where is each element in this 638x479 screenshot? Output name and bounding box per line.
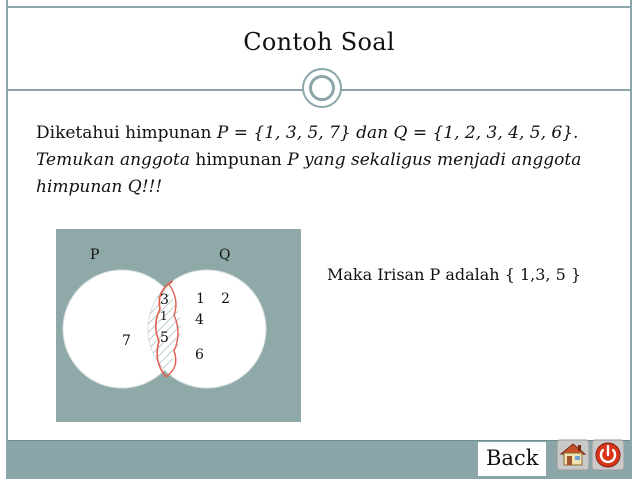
home-icon[interactable] [556, 437, 590, 471]
intersection-value: 3 [160, 292, 169, 308]
q-only-value: 2 [221, 291, 230, 307]
problem-question: P yang sekaligus menjadi anggota himpunan Q!!! [36, 150, 582, 197]
back-label[interactable]: Back [486, 446, 539, 470]
q-only-value: 6 [195, 347, 204, 363]
power-icon[interactable] [592, 437, 624, 471]
intersection-value: 1 [160, 309, 168, 323]
set-q-label: Q [219, 247, 231, 263]
problem-statement [36, 120, 626, 201]
frame-right-border [630, 0, 632, 479]
venn-diagram [56, 229, 301, 422]
q-only-value: 1 [196, 291, 205, 307]
frame-top-border [6, 6, 632, 8]
problem-text-4: himpunan [190, 150, 288, 170]
slide-title: Contoh Soal [243, 28, 395, 56]
problem-text-1: Diketahui himpunan [36, 123, 217, 143]
problem-sets: P = {1, 3, 5, 7} dan Q = {1, 2, 3, 4, 5, 6}. [216, 123, 579, 143]
intersection-value: 5 [160, 330, 169, 346]
p-only-value: 7 [122, 333, 131, 349]
set-p-label: P [90, 247, 100, 263]
problem-text-3: Temukan anggota [36, 150, 190, 170]
divider-ornament-inner [309, 75, 335, 101]
frame-left-border [6, 0, 8, 479]
q-only-value: 4 [195, 312, 204, 328]
venn-diagram-panel [56, 229, 301, 422]
answer-text: Maka Irisan P adalah { 1,3, 5 } [327, 265, 582, 284]
